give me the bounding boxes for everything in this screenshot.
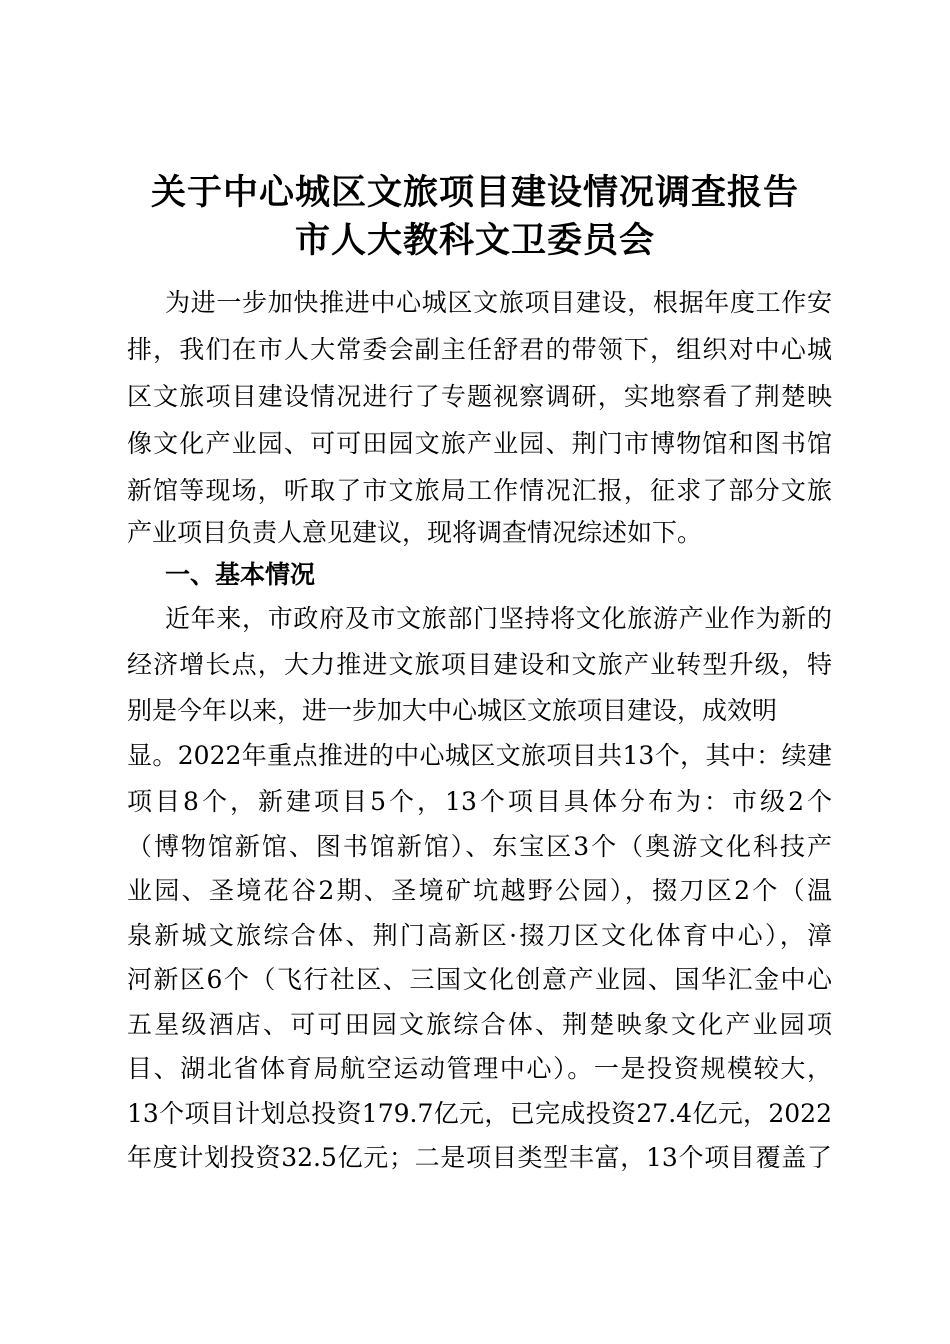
section-heading: 一、基本情况 (165, 560, 316, 589)
intro-line: 像文化产业园、可可田园文旅产业园、荆门市博物馆和图书馆 (127, 429, 832, 458)
body-line: （博物馆新馆、图书馆新馆）、东宝区3个（奥游文化科技产 (127, 832, 832, 861)
report-author: 市人大教科文卫委员会 (294, 221, 655, 261)
intro-line: 为进一步加快推进中心城区文旅项目建设，根据年度工作安 (165, 288, 832, 317)
body-line: 泉新城文旅综合体、荆门高新区·掇刀区文化体育中心），漳 (127, 921, 832, 950)
intro-line: 产业项目负责人意见建议，现将调查情况综述如下。 (127, 518, 703, 547)
body-line: 13个项目计划总投资179.7亿元，已完成投资27.4亿元，2022 (127, 1099, 832, 1128)
body-line: 经济增长点，大力推进文旅项目建设和文旅产业转型升级，特 (127, 650, 832, 679)
intro-line: 区文旅项目建设情况进行了专题视察调研，实地察看了荆楚映 (127, 382, 832, 411)
body-line: 近年来，市政府及市文旅部门坚持将文化旅游产业作为新的 (165, 604, 832, 633)
body-line: 年度计划投资32.5亿元；二是项目类型丰富，13个项目覆盖了 (127, 1143, 832, 1172)
intro-line: 排，我们在市人大常委会副主任舒君的带领下，组织对中心城 (127, 335, 832, 364)
report-title: 关于中心城区文旅项目建设情况调查报告 (150, 173, 799, 213)
body-line: 项目8个，新建项目5个，13个项目具体分布为：市级2个 (127, 787, 832, 816)
body-line: 业园、圣境花谷2期、圣境矿坑越野公园），掇刀区2个（温 (127, 876, 832, 905)
body-line: 显。2022年重点推进的中心城区文旅项目共13个，其中：续建 (127, 741, 832, 770)
body-line: 别是今年以来，进一步加大中心城区文旅项目建设，成效明 (127, 696, 778, 725)
body-line: 目、湖北省体育局航空运动管理中心）。一是投资规模较大， (127, 1054, 832, 1083)
body-line: 五星级酒店、可可田园文旅综合体、荆楚映象文化产业园项 (127, 1010, 832, 1039)
body-line: 河新区6个（飞行社区、三国文化创意产业园、国华汇金中心 (127, 965, 832, 994)
intro-line: 新馆等现场，听取了市文旅局工作情况汇报，征求了部分文旅 (127, 476, 832, 505)
